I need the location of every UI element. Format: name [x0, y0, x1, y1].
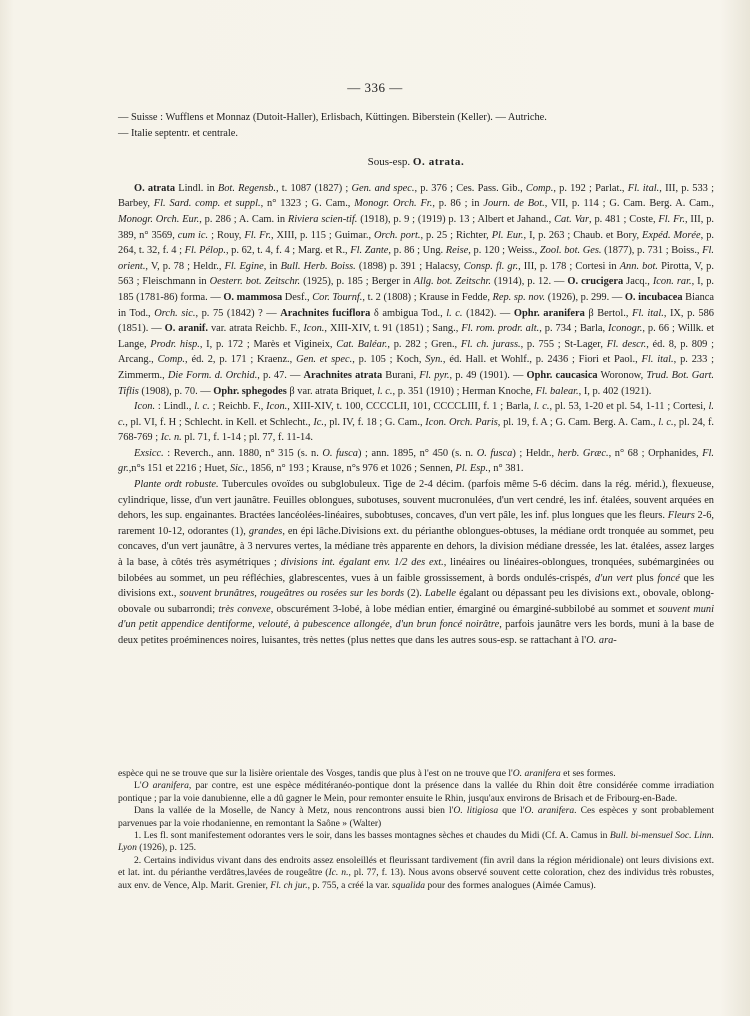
nomenclature-paragraph: O. atrata Lindl. in Bot. Regensb., t. 1087 (1827) ; Gen. and spec., p. 376 ; Ces. Pass. Gib., Comp., p. 192 ; Parlat., Fl. ital., III, p. 533 ; Barbey, Fl. Sard. comp. et suppl., n° 1323 ; G. Cam., Monogr. Orch. Fr., p. 86 ; in Journ. de Bot., VII, p. 114 ; G. Cam. Berg. A. Cam., Monogr. Orch. Eur., p. 286 ; A. Cam. in Riviera scien-tif. (1918), p. 9 ; (1919) p. 13 ; Albert et Jahand., Cat. Var, p. 481 ; Coste, Fl. Fr., III, p. 389, n° 3569, cum ic. ; Rouy, Fl. Fr., XIII, p. 115 ; Guimar., Orch. port., p. 25 ; Richter, Pl. Eur., I, p. 263 ; Chaub. et Bory, Expéd. Morée, p. 264, t. 32, f. 4 ; Fl. Pélop., p. 62, t. 4, f. 4 ; Marg. et R., Fl. Zante, p. 86 ; Ung. Reise, p. 120 ; Weiss., Zool. bot. Ges. (1877), p. 731 ; Boiss., Fl. orient., V, p. 78 ; Heldr., Fl. Egine, in Bull. Herb. Boiss. (1898) p. 391 ; Halacsy, Consp. fl. gr., III, p. 178 ; Cortesi in Ann. bot. Pirotta, V, p. 563 ; Fleischmann in Oesterr. bot. Zeitschr. (1925), p. 185 ; Berger in Allg. bot. Zeitschr. (1914), p. 12. — O. crucigera Jacq., Icon. rar., I, p. 185 (1781-86) forma. — O. mammosa Desf., Cor. Tournf., t. 2 (1808) ; Krause in Fedde, Rep. sp. nov. (1926), p. 299. — O. incubacea Bianca in Tod., Orch. sic., p. 75 (1842) ? — Arachnites fuciflora δ ambigua Tod., l. c. (1842). — Ophr. aranifera β Bertol., Fl. ital., IX, p. 586 (1851). — O. aranif. var. atrata Reichb. F., Icon., XIII-XIV, t. 91 (1851) ; Sang., Fl. rom. prodr. alt., p. 734 ; Barla, Iconogr., p. 66 ; Willk. et Lange, Prodr. hisp., I, p. 172 ; Marès et Vigineix, Cat. Baléar., p. 282 ; Gren., Fl. ch. jurass., p. 755 ; St-Lager, Fl. descr., éd. 8, p. 809 ; Arcang., Comp., éd. 2, p. 171 ; Kraenz., Gen. et spec., p. 105 ; Koch, Syn., éd. Hall. et Wohlf., p. 2436 ; Fiori et Paol., Fl. ital., p. 233 ; Zimmerm., Die Form. d. Orchid., p. 47. — Arachnites atrata Burani, Fl. pyr., p. 49 (1901). — Ophr. caucasica Woronow, Trud. Bot. Gart. Tiflis (1908), p. 70. — Ophr. sphegodes β var. atrata Briquet, l. c., p. 351 (1910) ; Herman Knoche, Fl. balear., I, p. 402 (1921). — [118, 182, 715, 397]
footnote-2: 2. Certains individus vivant dans des endroits assez ensoleillés et fleurissant tardivement (fin avril dans la région méridionale) ont leurs divisions ext. et lat. int. du périanthe verdâtres,lavées de rougeâtre (Ic. n., pl. 77, f. 13). Nous avons observé souvent cette coloration, chez des individus très robustes, aux env. de Vence, Alp. Marit. Grenier, Fl. ch jur., p. 755, a créé la var. squalida pour des formes analogues (Aimée Camus). — [118, 854, 714, 891]
footnote-continued: espèce qui ne se trouve que sur la lisière orientale des Vosges, tandis que plus à l'est on ne trouve que l'O. aranifera et ses formes. — [118, 768, 616, 779]
footnote-moselle: Dans la vallée de la Moselle, de Nancy à Metz, nous rencontrons aussi bien l'O. litigiosa que l'O. aranifera. Ces espèces y sont probablement parvenues par la voie rhodanienne, en remontant la Saône » (Walter) — [118, 805, 714, 829]
subspecies-prefix: Sous-esp. — [367, 156, 411, 169]
subspecies-heading — [118, 155, 714, 171]
intro-line-1: — Suisse : Wufflens et Monnaz (Dutoit-Haller), Erlisbach, Küttingen. Biberstein (Keller). — Autriche. — [118, 112, 547, 123]
footnote-aranifera: L'O aranifera, par contre, est une espèce méditéranéo-pontique dont la présence dans la vallée du Rhin doit être considérée comme irradiation pontique ; par la voie danubienne, elle a dû gagner le Mein, pour remonter ensuite le Rhin, jusqu'aux environs de Brisach et de Fribourg-en-Bade. — [118, 780, 714, 804]
main-text — [118, 110, 714, 649]
exsicc-paragraph: Exsicc. : Reverch., ann. 1880, n° 315 (s. n. O. fusca) ; ann. 1895, n° 450 (s. n. O. fusca) ; Heldr., herb. Græc., n° 68 ; Orphanides, Fl. gr.,n°s 151 et 2216 ; Huet, Sic., 1856, n° 193 ; Krause, n°s 976 et 1026 ; Sennen, Pl. Esp., n° 381. — [118, 447, 714, 475]
footnotes — [118, 768, 714, 892]
description-paragraph: Plante ordt robuste. Tubercules ovoïdes ou subglobuleux. Tige de 2-4 décim. (parfois même 5-6 décim. dans la rég. mérid.), flexueuse, cylindrique, lisse, d'un vert jaunâtre. Feuilles oblongues, subotuses, souvent mucronulées, d'un vert cendré, les inf. étalées, souvent arquées en dehors, les sup. engainantes. Bractées lancéolées-linéaires, subobtuses, concaves, d'un vert pâle, les inf. plus longues que les fleurs. Fleurs 2-6, rarement 10-12, odorantes (1), grandes, en épi lâche.Divisions ext. du périanthe oblongues-obtuses, la médiane ordt tronquée au sommet, peu concaves, d'un vert jaunâtre, à 3 nervures vertes, la médiane très apparente en dehors, la division médiane dressée, les lat. étalées, assez larges à la base, à côtés très asymétriques ; divisions int. égalant env. 1/2 des ext., linéaires ou linéaires-oblongues, tronquées, subémarginées ou bilobées au sommet, un peu réfléchies, glabrescentes, vues à un faible grossissement, à bords ondulés-crispés, d'un vert plus foncé que les divisions ext., souvent brunâtres, rougeâtres ou rosées sur les bords (2). Labelle égalant ou dépassant peu les divisions ext., obovale, oblong-obovale ou subarrondi; très convexe, obscurément 3-lobé, à lobe médian entier, émarginé ou émarginé-subbilobé au sommet et souvent muni d'un petit appendice dentiforme, velouté, à pubescence allongée, d'un brun foncé noirâtre, parfois jaunâtre vers les bords, muni à la base de deux petites proéminences noires, luisantes, très nettes (plus nettes que dans les autres sous-esp. se rattachant à l'O. ara- — [118, 479, 715, 646]
footnote-1: 1. Les fl. sont manifestement odorantes vers le soir, dans les basses montagnes sèches et chaudes du Midi (Cf. A. Camus in Bull. bi-mensuel Soc. Linn. Lyon (1926), p. 125. — [118, 830, 714, 854]
page-number: — 336 — — [347, 80, 403, 95]
subspecies-name: O. atrata. — [412, 156, 465, 169]
intro-line-2: — Italie septentr. et centrale. — [118, 127, 239, 139]
icon-paragraph: Icon. : Lindl., l. c. ; Reichb. F., Icon., XIII-XIV, t. 100, CCCCLII, 101, CCCCLIII, f. 1 ; Barla, l. c., pl. 53, 1-20 et pl. 54, 1-11 ; Cortesi, l. c., pl. VI, f. H ; Schlecht. in Kell. et Schlecht., Ic., pl. IV, f. 18 ; G. Cam., Icon. Orch. Paris, pl. 19, f. A ; G. Cam. Berg. A. Cam., l. c., pl. 24, f. 768-769 ; Ic. n. pl. 71, f. 1-14 ; pl. 77, f. 11-14. — [118, 401, 715, 444]
